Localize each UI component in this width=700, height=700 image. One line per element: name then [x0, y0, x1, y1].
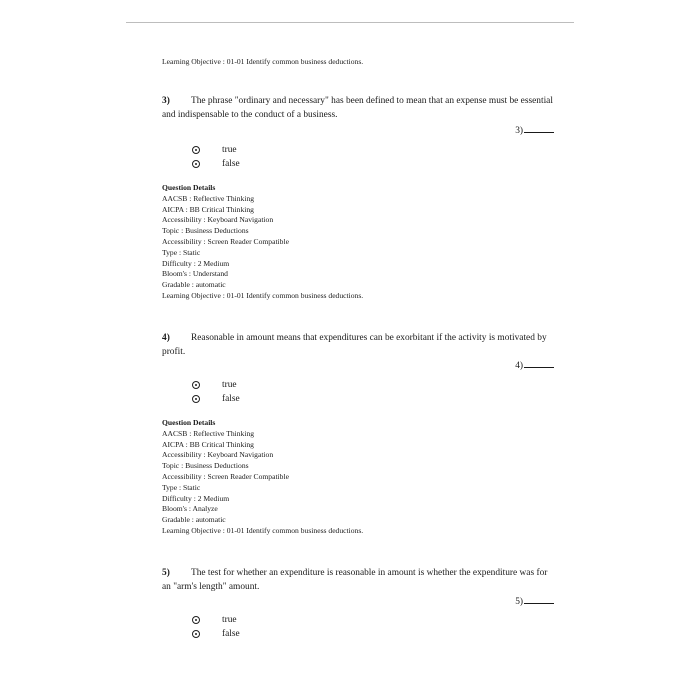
detail-difficulty: Difficulty : 2 Medium — [162, 493, 230, 503]
detail-learning-objective: Learning Objective : 01-01 Identify common business deductions. — [162, 525, 364, 535]
detail-aicpa: AICPA : BB Critical Thinking — [162, 204, 254, 214]
radio-button-icon[interactable] — [192, 381, 200, 389]
details-heading: Question Details — [162, 183, 216, 192]
radio-button-icon[interactable] — [192, 616, 200, 624]
question-number: 4) — [162, 333, 170, 343]
answer-line — [524, 358, 554, 368]
question-text: The test for whether an expenditure is reasonable in amount is whether the expenditure was for an "arm's length" amount. — [162, 568, 548, 592]
option-label: false — [222, 159, 240, 169]
question-5 — [162, 566, 554, 594]
question-4 — [162, 331, 554, 359]
option-false[interactable] — [192, 157, 240, 171]
detail-learning-objective: Learning Objective : 01-01 Identify common business deductions. — [162, 290, 364, 300]
document-page — [162, 0, 562, 700]
question-text: The phrase "ordinary and necessary" has been defined to mean that an expense must be essential and indispensable to the conduct of a business. — [162, 96, 553, 120]
question-number: 3) — [162, 96, 170, 106]
detail-accessibility-keyboard: Accessibility : Keyboard Navigation — [162, 450, 274, 460]
question-text: Reasonable in amount means that expenditures can be exorbitant if the activity is motivated by profit. — [162, 333, 547, 357]
answer-line — [524, 594, 554, 604]
detail-gradable: Gradable : automatic — [162, 280, 226, 290]
detail-accessibility-screen-reader: Accessibility : Screen Reader Compatible — [162, 471, 289, 481]
detail-accessibility-keyboard: Accessibility : Keyboard Navigation — [162, 215, 274, 225]
detail-type: Type : Static — [162, 247, 201, 257]
option-label: false — [222, 629, 240, 639]
option-label: true — [222, 380, 237, 390]
answer-label: 5) — [515, 597, 523, 607]
question-details-4 — [162, 418, 363, 537]
option-false[interactable] — [192, 627, 240, 641]
detail-accessibility-screen-reader: Accessibility : Screen Reader Compatible — [162, 236, 289, 246]
option-true[interactable] — [192, 143, 237, 157]
answer-label: 4) — [515, 361, 523, 371]
detail-aicpa: AICPA : BB Critical Thinking — [162, 439, 254, 449]
detail-blooms: Bloom's : Understand — [162, 269, 228, 279]
details-heading: Question Details — [162, 418, 216, 427]
answer-blank-5[interactable] — [502, 594, 554, 607]
detail-aacsb: AACSB : Reflective Thinking — [162, 428, 255, 438]
detail-blooms: Bloom's : Analyze — [162, 504, 218, 514]
detail-difficulty: Difficulty : 2 Medium — [162, 258, 230, 268]
radio-button-icon[interactable] — [192, 395, 200, 403]
detail-topic: Topic : Business Deductions — [162, 461, 249, 471]
answer-blank-4[interactable] — [502, 358, 554, 371]
detail-type: Type : Static — [162, 482, 201, 492]
option-false[interactable] — [192, 392, 240, 406]
radio-button-icon[interactable] — [192, 146, 200, 154]
detail-topic: Topic : Business Deductions — [162, 226, 249, 236]
radio-button-icon[interactable] — [192, 160, 200, 168]
detail-gradable: Gradable : automatic — [162, 515, 226, 525]
option-label: true — [222, 145, 237, 155]
answer-label: 3) — [515, 126, 523, 136]
radio-button-icon[interactable] — [192, 630, 200, 638]
question-3 — [162, 94, 554, 122]
answer-line — [524, 123, 554, 133]
option-true[interactable] — [192, 378, 237, 392]
learning-objective-previous: Learning Objective : 01-01 Identify common business deductions. — [162, 57, 364, 66]
detail-aacsb: AACSB : Reflective Thinking — [162, 193, 255, 203]
option-label: true — [222, 615, 237, 625]
option-true[interactable] — [192, 613, 237, 627]
answer-blank-3[interactable] — [502, 123, 554, 136]
question-number: 5) — [162, 568, 170, 578]
option-label: false — [222, 394, 240, 404]
question-details-3 — [162, 183, 363, 302]
